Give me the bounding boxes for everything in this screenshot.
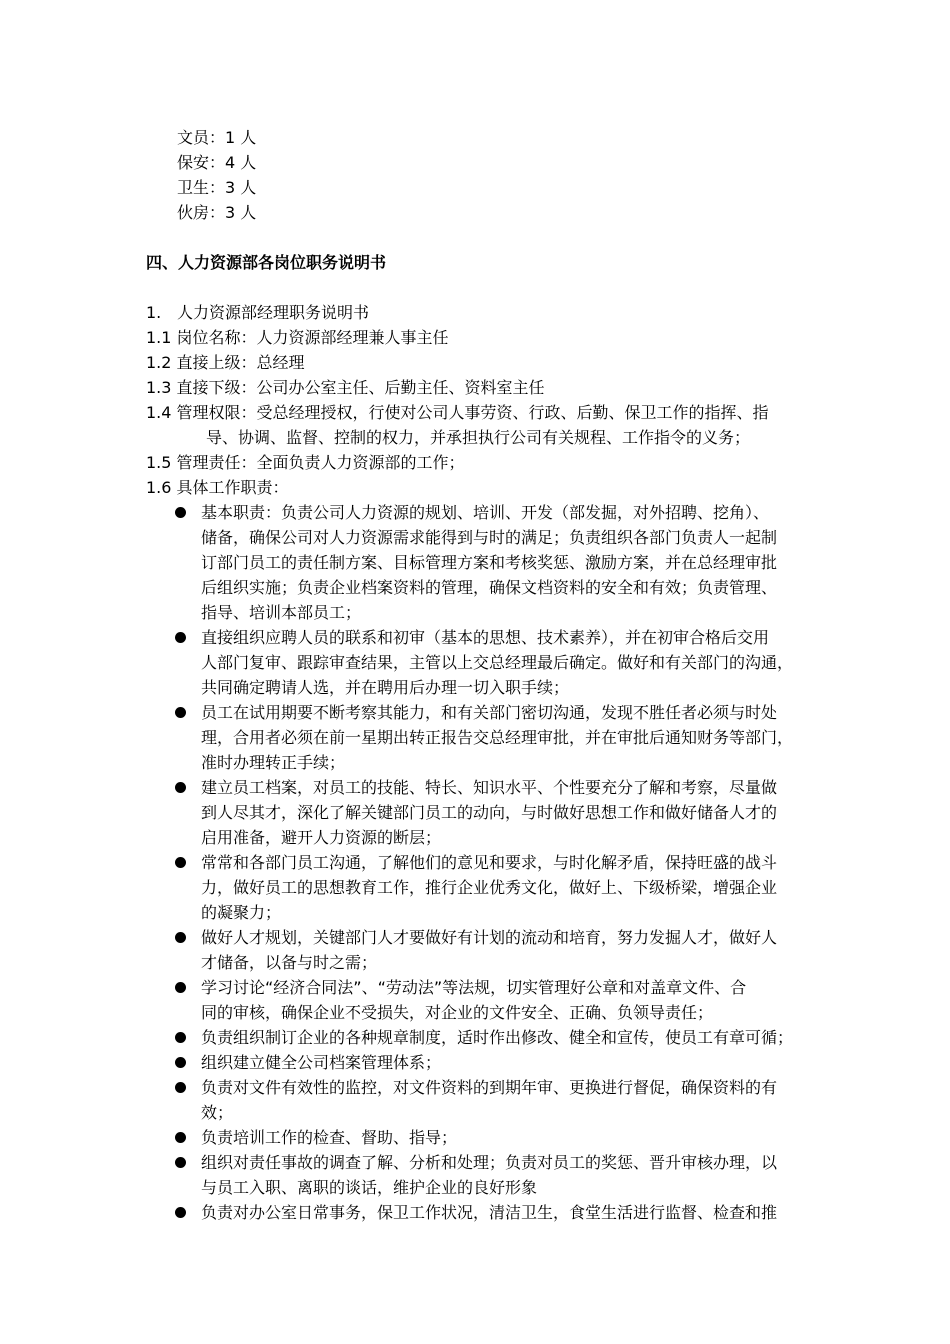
duty-bullet-list	[146, 500, 826, 1225]
field-item	[146, 475, 826, 500]
bullet-dot-icon	[175, 982, 186, 993]
duty-bullet-item	[146, 1075, 826, 1125]
job-description-number: 1.	[146, 303, 162, 322]
duty-bullet-line: 理，合用者必须在前一星期出转正报告交总经理审批，并在审批后通知财务等部门，	[201, 728, 794, 747]
bullet-dot-icon	[175, 632, 186, 643]
duty-bullet-item	[146, 1050, 826, 1075]
duty-bullet-line: 组织建立健全公司档案管理体系；	[201, 1053, 442, 1072]
duty-bullet-line: 负责组织制订企业的各种规章制度，适时作出修改、健全和宣传，使员工有章可循；	[201, 1028, 794, 1047]
duty-bullet-item	[146, 625, 826, 700]
field-line: 1.2 直接上级：总经理	[146, 353, 305, 372]
duty-bullet-item	[146, 1125, 826, 1150]
duty-bullet-item	[146, 500, 826, 625]
duty-bullet-line: 负责对办公室日常事务，保卫工作状况，清洁卫生，食堂生活进行监督、检查和推	[201, 1203, 778, 1222]
field-line: 1.4 管理权限：受总经理授权，行使对公司人事劳资、行政、后勤、保卫工作的指挥、指	[146, 403, 769, 422]
bullet-dot-icon	[175, 932, 186, 943]
staff-count-item: 文员：1 人	[177, 128, 257, 147]
duty-bullet-line: 订部门员工的责任制方案、目标管理方案和考核奖惩、激励方案，并在总经理审批	[201, 553, 778, 572]
duty-bullet-line: 人部门复审、跟踪审查结果，主管以上交总经理最后确定。做好和有关部门的沟通，	[201, 653, 794, 672]
duty-bullet-line: 负责培训工作的检查、督助、指导；	[201, 1128, 458, 1147]
field-line: 1.5 管理责任：全面负责人力资源部的工作；	[146, 453, 465, 472]
staff-count-item: 保安：4 人	[177, 153, 257, 172]
job-description-body	[146, 300, 826, 1225]
duty-bullet-line: 启用准备，避开人力资源的断层；	[201, 828, 442, 847]
field-line: 1.3 直接下级：公司办公室主任、后勤主任、资料室主任	[146, 378, 545, 397]
staff-count-item: 卫生：3 人	[177, 178, 257, 197]
duty-bullet-line: 组织对责任事故的调查了解、分析和处理；负责对员工的奖惩、晋升审核办理，以	[201, 1153, 778, 1172]
bullet-dot-icon	[175, 1157, 186, 1168]
bullet-dot-icon	[175, 1207, 186, 1218]
field-item	[146, 325, 826, 350]
duty-bullet-line: 指导、培训本部员工；	[201, 603, 362, 622]
bullet-dot-icon	[175, 1132, 186, 1143]
duty-bullet-item	[146, 975, 826, 1025]
field-item	[146, 350, 826, 375]
duty-bullet-item	[146, 1150, 826, 1200]
duty-bullet-item	[146, 700, 826, 775]
duty-bullet-line: 做好人才规划，关键部门人才要做好有计划的流动和培育，努力发掘人才，做好人	[201, 928, 778, 947]
job-description-title-text: 人力资源部经理职务说明书	[177, 303, 370, 322]
duty-bullet-line: 与员工入职、离职的谈话，维护企业的良好形象	[201, 1178, 538, 1197]
duty-bullet-line: 才储备，以备与时之需；	[201, 953, 378, 972]
duty-bullet-item	[146, 925, 826, 975]
duty-bullet-line: 常常和各部门员工沟通，了解他们的意见和要求，与时化解矛盾，保持旺盛的战斗	[201, 853, 778, 872]
duty-bullet-line: 建立员工档案，对员工的技能、特长、知识水平、个性要充分了解和考察，尽量做	[201, 778, 778, 797]
bullet-dot-icon	[175, 507, 186, 518]
duty-bullet-item	[146, 775, 826, 850]
duty-bullet-item	[146, 1200, 826, 1225]
bullet-dot-icon	[175, 1032, 186, 1043]
field-item	[146, 375, 826, 400]
duty-bullet-line: 效；	[201, 1103, 234, 1122]
bullet-dot-icon	[175, 857, 186, 868]
bullet-dot-icon	[175, 782, 186, 793]
duty-bullet-line: 员工在试用期要不断考察其能力，和有关部门密切沟通，发现不胜任者必须与时处	[201, 703, 778, 722]
duty-bullet-line: 负责对文件有效性的监控，对文件资料的到期年审、更换进行督促，确保资料的有	[201, 1078, 778, 1097]
bullet-dot-icon	[175, 1057, 186, 1068]
duty-bullet-line: 后组织实施；负责企业档案资料的管理，确保文档资料的安全和有效；负责管理、	[201, 578, 778, 597]
duty-bullet-line: 储备，确保公司对人力资源需求能得到与时的满足；负责组织各部门负责人一起制	[201, 528, 778, 547]
field-line: 1.6 具体工作职责：	[146, 478, 289, 497]
duty-bullet-line: 基本职责：负责公司人力资源的规划、培训、开发（部发掘，对外招聘、挖角）、	[201, 503, 770, 522]
duty-bullet-line: 直接组织应聘人员的联系和初审（基本的思想、技术素养），并在初审合格后交用	[201, 628, 770, 647]
duty-bullet-item	[146, 850, 826, 925]
staff-count-list	[177, 125, 256, 225]
duty-bullet-line: 共同确定聘请人选，并在聘用后办理一切入职手续；	[201, 678, 570, 697]
field-item	[146, 400, 826, 450]
duty-bullet-line: 力，做好员工的思想教育工作，推行企业优秀文化，做好上、下级桥梁，增强企业	[201, 878, 778, 897]
bullet-dot-icon	[175, 1082, 186, 1093]
field-line: 1.1 岗位名称：人力资源部经理兼人事主任	[146, 328, 449, 347]
duty-bullet-line: 到人尽其才，深化了解关键部门员工的动向，与时做好思想工作和做好储备人才的	[201, 803, 778, 822]
duty-bullet-line: 的凝聚力；	[201, 903, 282, 922]
duty-bullet-item	[146, 1025, 826, 1050]
field-line-continued: 导、协调、监督、控制的权力，并承担执行公司有关规程、工作指令的义务；	[206, 428, 751, 447]
staff-count-item: 伙房：3 人	[177, 203, 257, 222]
duty-bullet-line: 准时办理转正手续；	[201, 753, 346, 772]
section-heading: 四、人力资源部各岗位职务说明书	[146, 253, 387, 272]
job-description-title	[146, 300, 826, 325]
duty-bullet-line: 学习讨论“经济合同法”、“劳动法”等法规，切实管理好公章和对盖章文件、合	[201, 978, 747, 997]
field-item	[146, 450, 826, 475]
bullet-dot-icon	[175, 707, 186, 718]
duty-bullet-line: 同的审核，确保企业不受损失，对企业的文件安全、正确、负领导责任；	[201, 1003, 714, 1022]
